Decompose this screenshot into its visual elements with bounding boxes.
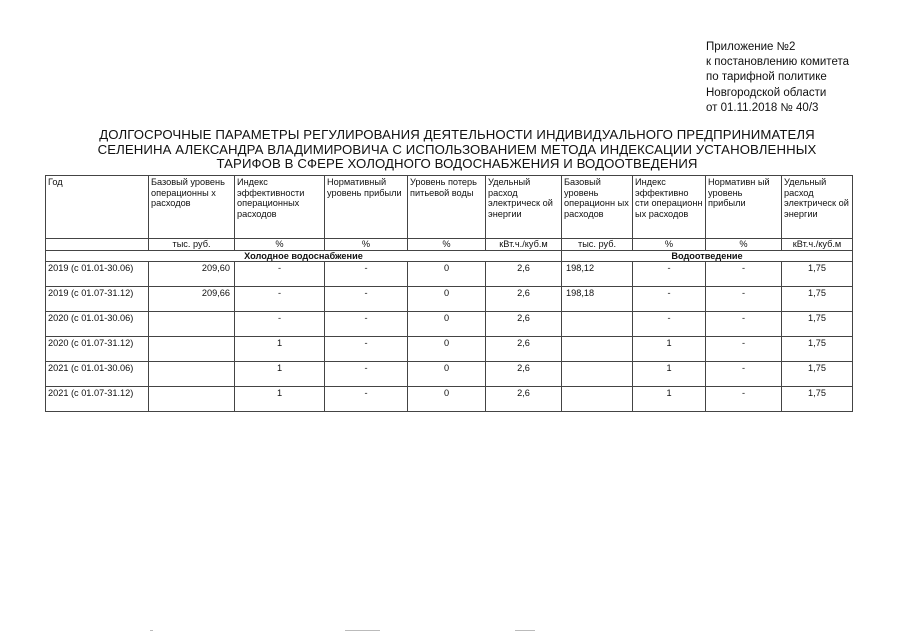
title-line: ТАРИФОВ В СФЕРЕ ХОЛОДНОГО ВОДОСНАБЖЕНИЯ И ВОДООТВЕДЕНИЯ (216, 156, 698, 172)
unit-cell: кВт.ч./куб.м (782, 239, 853, 251)
period-cell: 2021 (с 01.07-31.12) (46, 387, 149, 412)
title-line: СЕЛЕНИНА АЛЕКСАНДРА ВЛАДИМИРОВИЧА С ИСПОЛЬЗОВАНИЕМ МЕТОДА ИНДЕКСАЦИИ УСТАНОВЛЕННЫХ (97, 141, 817, 157)
value-cell (562, 312, 633, 337)
value-cell: 1 (235, 337, 325, 362)
table-header-row (46, 176, 853, 239)
title-line: ДОЛГОСРОЧНЫЕ ПАРАМЕТРЫ РЕГУЛИРОВАНИЯ ДЕЯТЕЛЬНОСТИ ИНДИВИДУАЛЬНОГО ПРЕДПРИНИМАТЕЛЯ (99, 127, 815, 142)
header-cell: Удельный расход электрическ ой энергии (486, 176, 562, 239)
header-cell: Базовый уровень операционны х расходов (149, 176, 235, 239)
value-cell: 0 (408, 312, 486, 337)
value-cell: 198,12 (562, 262, 633, 287)
table-row (46, 387, 853, 412)
value-cell: - (706, 312, 782, 337)
value-cell (149, 337, 235, 362)
value-cell: 2,6 (486, 362, 562, 387)
value-cell (149, 387, 235, 412)
value-cell: - (325, 362, 408, 387)
unit-cell: % (325, 239, 408, 251)
period-cell: 2019 (с 01.01-30.06) (46, 262, 149, 287)
value-cell: - (235, 287, 325, 312)
header-cell: Уровень потерь питьевой воды (408, 176, 486, 239)
parameters-table (45, 175, 853, 412)
value-cell: 2,6 (486, 337, 562, 362)
value-cell: 1,75 (782, 337, 853, 362)
value-cell: 1,75 (782, 387, 853, 412)
value-cell: 1,75 (782, 262, 853, 287)
value-cell: 1,75 (782, 287, 853, 312)
value-cell: - (706, 337, 782, 362)
value-cell: 0 (408, 337, 486, 362)
value-cell: - (633, 262, 706, 287)
period-cell: 2021 (с 01.01-30.06) (46, 362, 149, 387)
table-body (46, 262, 853, 412)
header-cell: Удельный расход электрическ ой энергии (782, 176, 853, 239)
value-cell: 0 (408, 362, 486, 387)
value-cell: 198,18 (562, 287, 633, 312)
value-cell: 1 (633, 362, 706, 387)
value-cell (562, 337, 633, 362)
value-cell: 1 (633, 387, 706, 412)
unit-cell: % (235, 239, 325, 251)
table-row (46, 362, 853, 387)
value-cell: 1,75 (782, 312, 853, 337)
value-cell (562, 387, 633, 412)
value-cell (149, 362, 235, 387)
value-cell: 209,66 (149, 287, 235, 312)
value-cell: - (706, 362, 782, 387)
value-cell: - (633, 287, 706, 312)
value-cell: - (325, 262, 408, 287)
section-row (46, 250, 853, 262)
appendix-line: по тарифной политике (706, 71, 827, 84)
header-cell: Год (46, 176, 149, 239)
value-cell: - (235, 262, 325, 287)
unit-cell: % (408, 239, 486, 251)
table-row (46, 287, 853, 312)
scan-mark (345, 630, 380, 631)
table-row (46, 262, 853, 287)
value-cell: 2,6 (486, 312, 562, 337)
unit-cell: тыс. руб. (149, 239, 235, 251)
document-title (40, 128, 874, 172)
header-cell: Нормативн ый уровень прибыли (706, 176, 782, 239)
value-cell: 2,6 (486, 262, 562, 287)
appendix-line: Новгородской области (706, 86, 827, 99)
value-cell: - (633, 312, 706, 337)
value-cell: 0 (408, 262, 486, 287)
unit-cell: % (633, 239, 706, 251)
value-cell: 0 (408, 287, 486, 312)
appendix-line: от 01.11.2018 № 40/3 (706, 101, 819, 114)
header-cell: Индекс эффективности операционных расходов (235, 176, 325, 239)
appendix-note (706, 40, 849, 116)
value-cell (562, 362, 633, 387)
value-cell: - (706, 287, 782, 312)
unit-cell (46, 239, 149, 251)
value-cell: 1,75 (782, 362, 853, 387)
table-row (46, 312, 853, 337)
value-cell: - (325, 387, 408, 412)
value-cell: 0 (408, 387, 486, 412)
period-cell: 2019 (с 01.07-31.12) (46, 287, 149, 312)
value-cell: - (325, 312, 408, 337)
value-cell: 1 (633, 337, 706, 362)
period-cell: 2020 (с 01.07-31.12) (46, 337, 149, 362)
value-cell: 2,6 (486, 287, 562, 312)
section-wastewater: Водоотведение (562, 250, 853, 262)
unit-cell: % (706, 239, 782, 251)
units-row (46, 239, 853, 251)
section-cold-water: Холодное водоснабжение (46, 250, 562, 262)
table-row (46, 337, 853, 362)
value-cell: 1 (235, 362, 325, 387)
value-cell: - (706, 262, 782, 287)
appendix-line: Приложение №2 (706, 41, 796, 53)
header-cell: Индекс эффективно сти операционн ых расходов (633, 176, 706, 239)
period-cell: 2020 (с 01.01-30.06) (46, 312, 149, 337)
value-cell: - (325, 287, 408, 312)
value-cell: - (706, 387, 782, 412)
scan-mark (150, 630, 153, 631)
appendix-line: к постановлению комитета (706, 56, 849, 69)
value-cell: 1 (235, 387, 325, 412)
unit-cell: тыс. руб. (562, 239, 633, 251)
value-cell: - (325, 337, 408, 362)
header-cell: Нормативный уровень прибыли (325, 176, 408, 239)
scan-mark (515, 630, 535, 631)
value-cell: 2,6 (486, 387, 562, 412)
unit-cell: кВт.ч./куб.м (486, 239, 562, 251)
header-cell: Базовый уровень операционн ых расходов (562, 176, 633, 239)
value-cell: 209,60 (149, 262, 235, 287)
value-cell (149, 312, 235, 337)
value-cell: - (235, 312, 325, 337)
